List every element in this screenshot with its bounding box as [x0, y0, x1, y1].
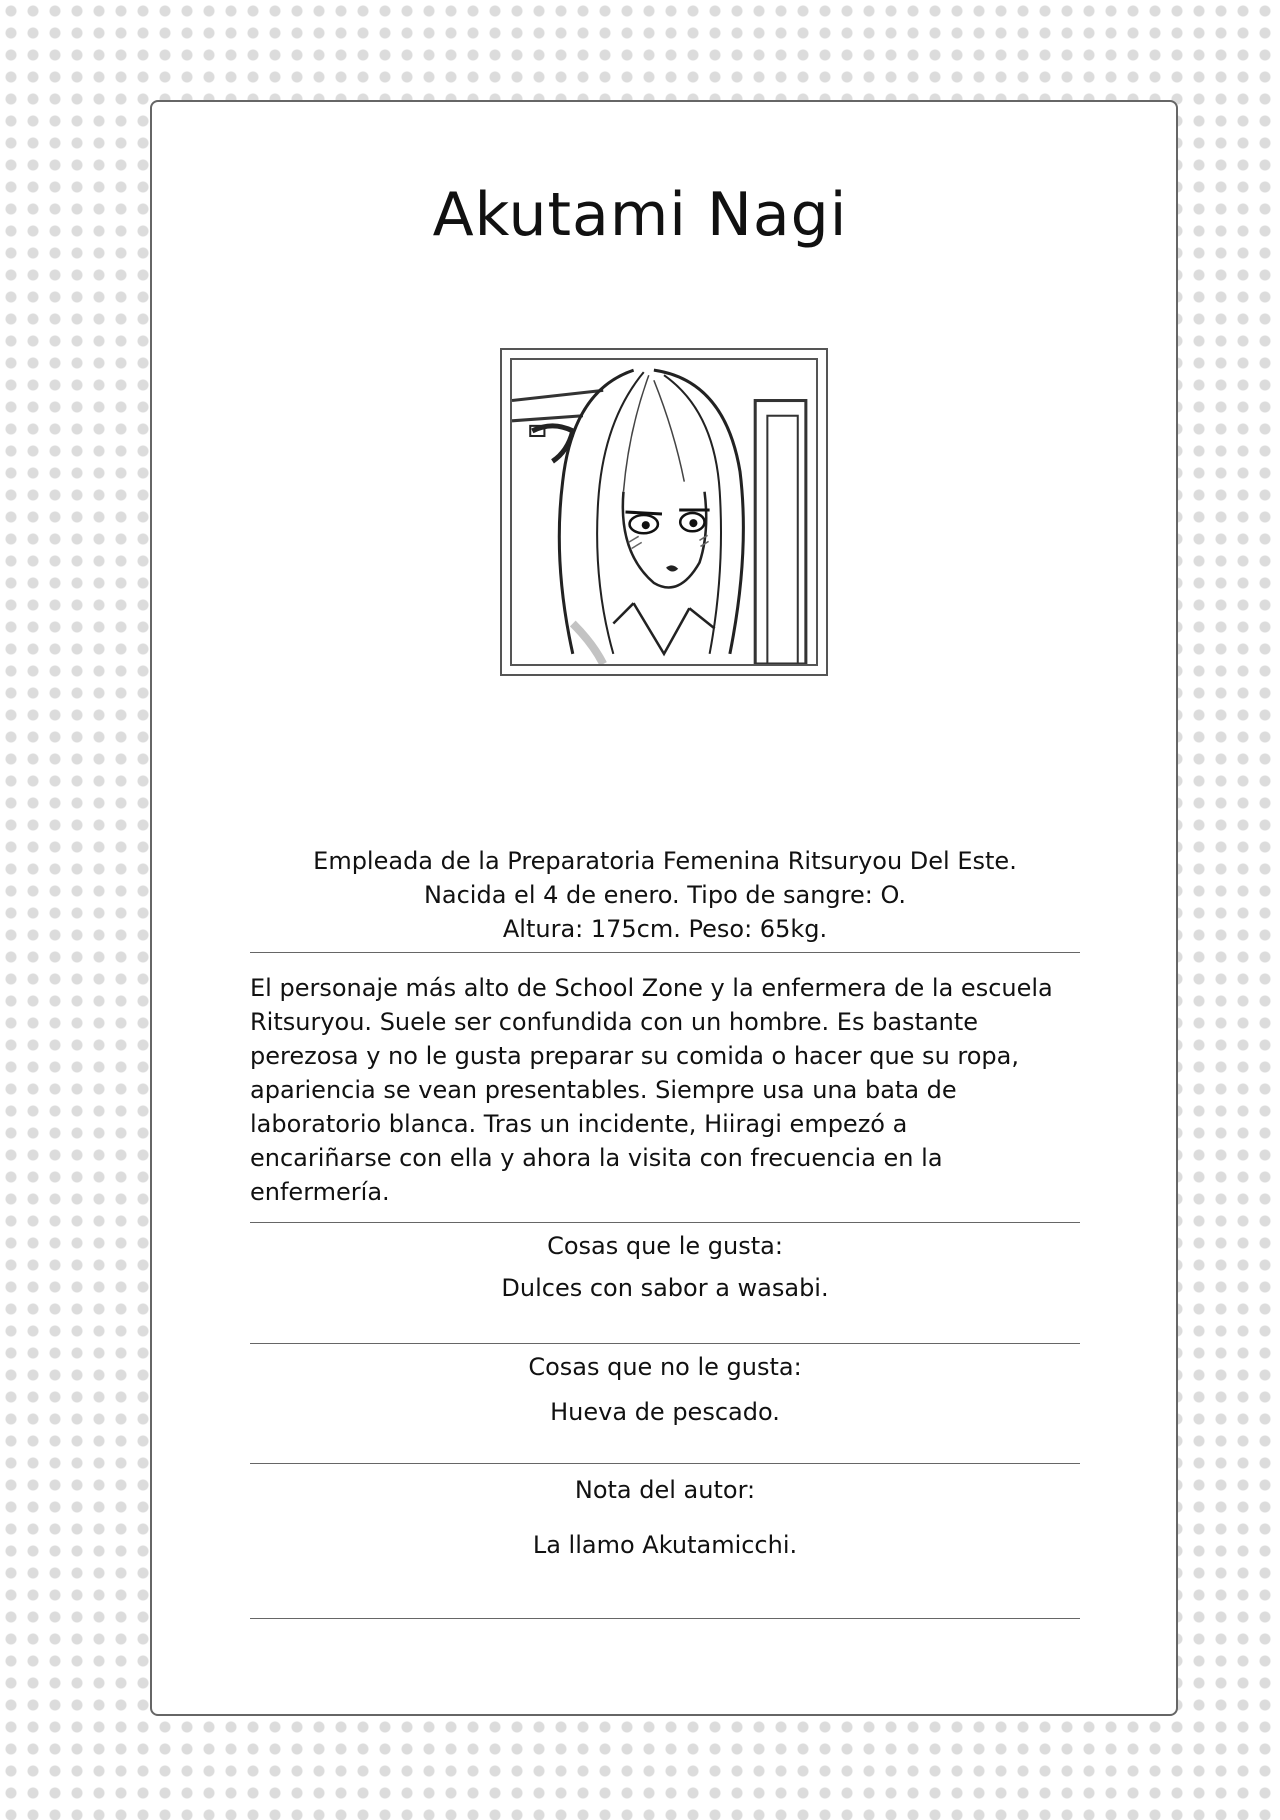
divider	[250, 1463, 1080, 1464]
author-note-value: La llamo Akutamicchi.	[532, 1531, 798, 1559]
description-line: El personaje más alto de School Zone y la enfermera de la escuela	[250, 974, 1053, 1002]
character-name: Akutami Nagi	[432, 180, 848, 250]
info-line-employment: Empleada de la Preparatoria Femenina Ritsuryou Del Este.	[313, 847, 1017, 875]
description-line: encariñarse con ella y ahora la visita con frecuencia en la	[250, 1144, 943, 1172]
basic-info	[250, 844, 1080, 946]
description-line: enfermería.	[250, 1178, 390, 1206]
author-note-label: Nota del autor:	[574, 1476, 756, 1504]
dislikes-value: Hueva de pescado.	[550, 1398, 780, 1426]
info-line-birth-blood: Nacida el 4 de enero. Tipo de sangre: O.	[423, 881, 907, 909]
description-line: laboratorio blanca. Tras un incidente, Hiiragi empezó a	[250, 1110, 908, 1138]
likes-value: Dulces con sabor a wasabi.	[501, 1274, 829, 1302]
portrait-illustration	[510, 358, 818, 666]
description-line: Ritsuryou. Suele ser confundida con un hombre. Es bastante	[250, 1008, 979, 1036]
description-line: perezosa y no le gusta preparar su comida o hacer que su ropa,	[250, 1042, 1019, 1070]
divider	[250, 1618, 1080, 1619]
description-line: apariencia se vean presentables. Siempre usa una bata de	[250, 1076, 957, 1104]
dislikes-label: Cosas que no le gusta:	[528, 1353, 802, 1381]
character-description	[250, 971, 1080, 1209]
divider	[250, 1222, 1080, 1223]
likes-label: Cosas que le gusta:	[547, 1232, 783, 1260]
character-portrait	[500, 348, 828, 676]
info-line-height-weight: Altura: 175cm. Peso: 65kg.	[502, 915, 828, 943]
divider	[250, 1343, 1080, 1344]
divider	[250, 952, 1080, 953]
